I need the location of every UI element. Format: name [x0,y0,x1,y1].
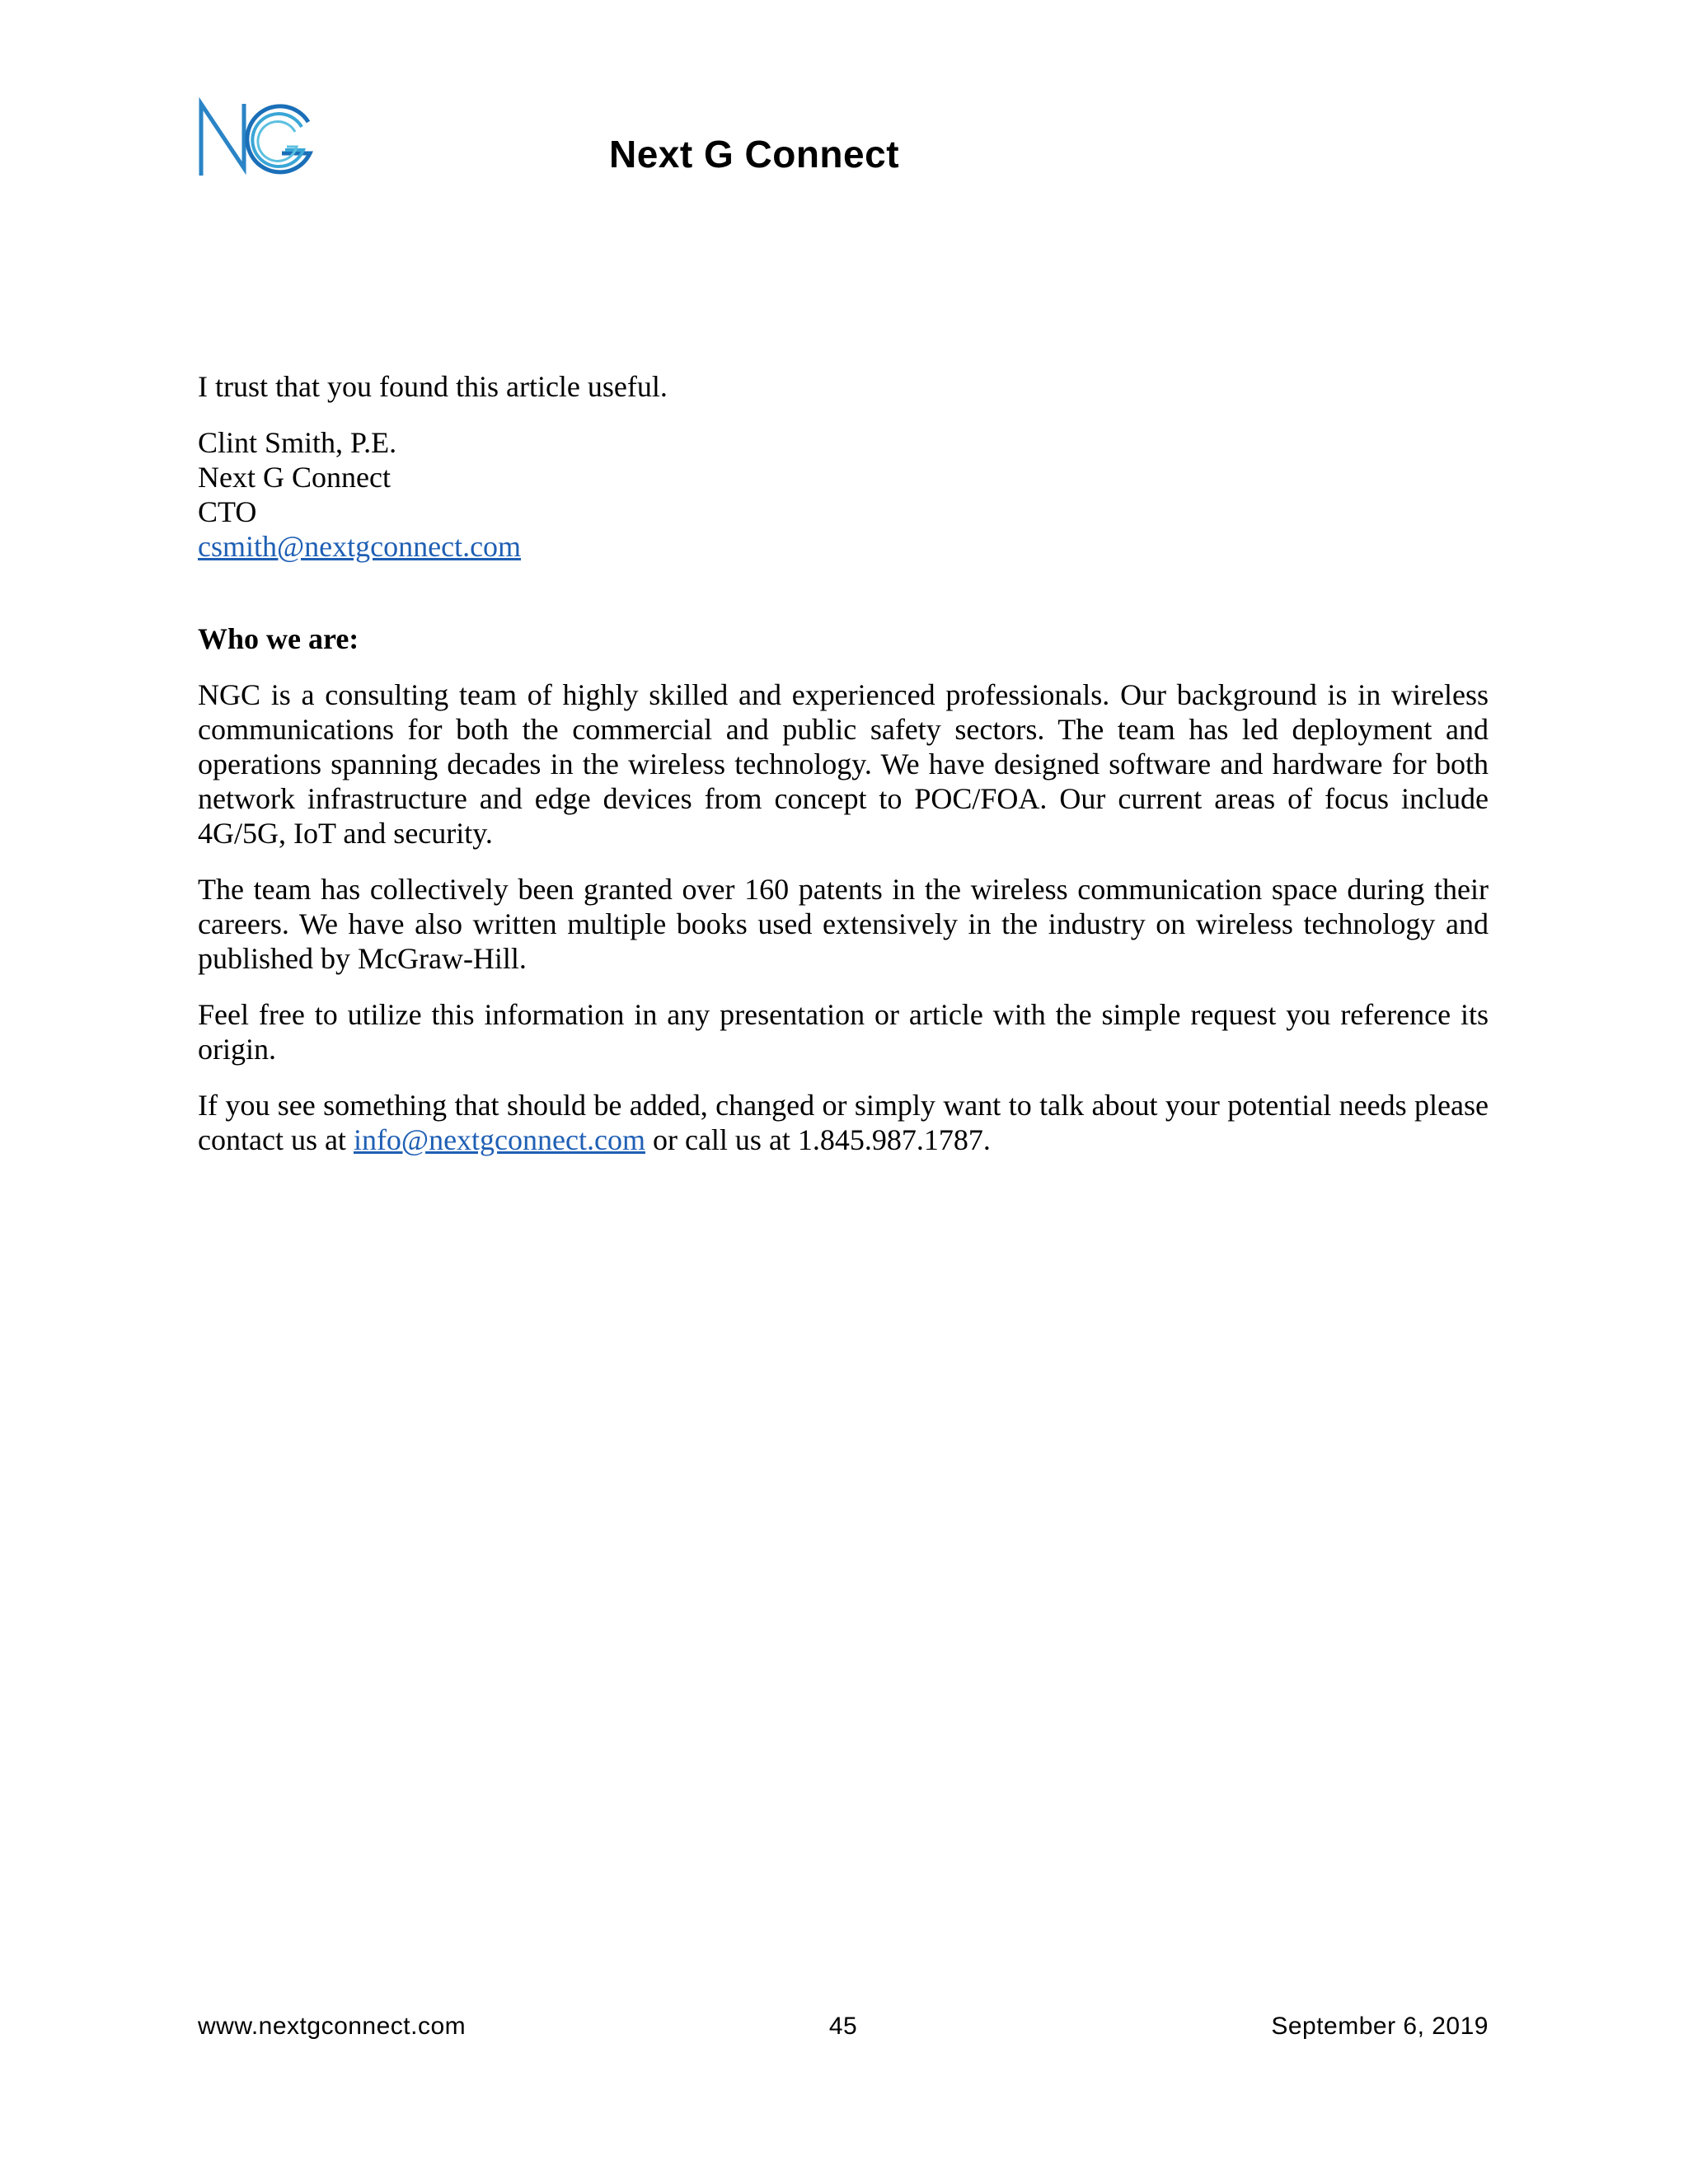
about-paragraph-3: Feel free to utilize this information in any presentation or article with the simple request you reference its origin. [198,998,1489,1066]
signature-name: Clint Smith, P.E. [198,426,397,459]
info-email-link[interactable]: info@nextgconnect.com [353,1123,645,1156]
footer-page-number: 45 [828,2013,858,2040]
signature-role: CTO [198,495,257,528]
document-body [198,369,1489,1179]
contact-text-after: or call us at 1.845.987.1787. [652,1123,991,1156]
about-paragraph-1: NGC is a consulting team of highly skilled and experienced professionals. Our background is in wireless communications for both the commercial and public safety sectors. The team has led deployment and operations spanning decades in the wireless technology. We have designed software and hardware for both network infrastructure and edge devices from concept to POC/FOA. Our current areas of focus include 4G/5G, IoT and security. [198,678,1489,850]
signature-company: Next G Connect [198,461,391,494]
page-footer [198,2013,1489,2049]
section-heading: Who we are: [198,622,359,655]
signature-block [198,425,1489,564]
intro-line: I trust that you found this article useful. [198,370,668,403]
contact-text-before: If you see something that should be added, changed or simply want to talk about your potential needs please contact us at [198,1089,1489,1156]
about-paragraph-4 [198,1088,1489,1157]
signature-email-link[interactable]: csmith@nextgconnect.com [198,530,522,563]
about-paragraph-2: The team has collectively been granted over 160 patents in the wireless communication space during their careers. We have also written multiple books used extensively in the industry on wireless technology and published by McGraw-Hill. [198,873,1489,975]
page-title: Next G Connect [608,133,900,176]
footer-date: September 6, 2019 [1271,2013,1489,2040]
footer-website: www.nextgconnect.com [198,2013,467,2040]
